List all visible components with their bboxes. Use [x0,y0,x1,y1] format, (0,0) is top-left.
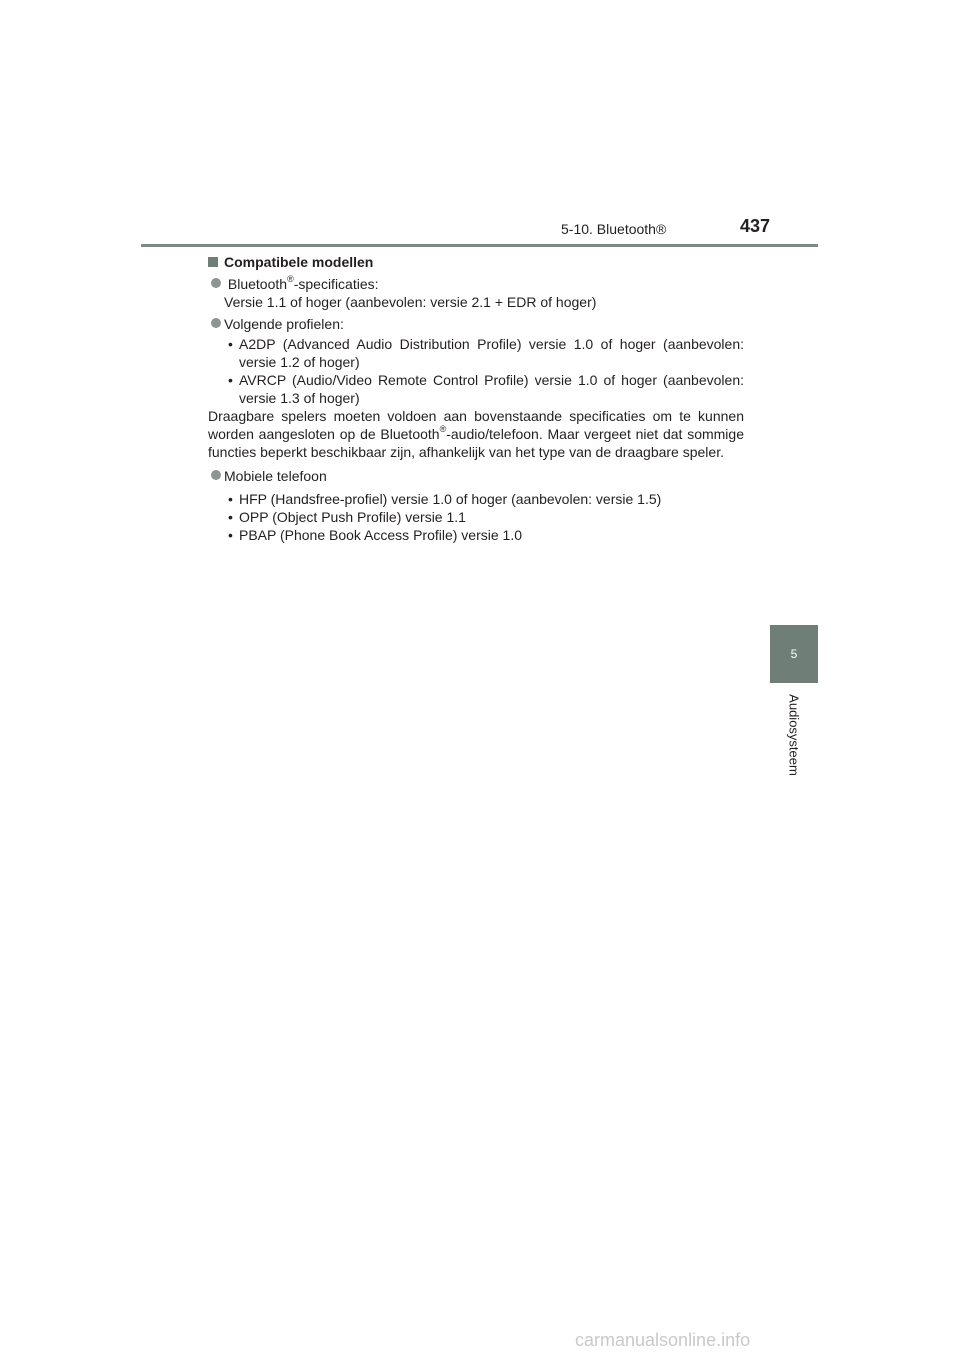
dot-icon: • [228,372,233,388]
header-rule [141,244,818,247]
chapter-tab [770,625,818,683]
dot-icon: • [228,491,233,507]
registered-mark: ® [287,274,294,285]
sub-list-item [208,371,744,407]
chapter-label: Audiosysteem [786,694,802,776]
section-heading-text: Compatibele modellen [224,254,374,270]
sub-list-item-text: A2DP (Advanced Audio Distribution Profile) versie 1.0 of hoger (aanbevolen: versie 1.2 of hoger) [239,336,744,370]
sub-list-item-text: PBAP (Phone Book Access Profile) versie 1.0 [239,527,522,543]
header-section-title: 5-10. Bluetooth® [561,221,667,237]
paragraph-text: Draagbare spelers moeten voldoen aan bovenstaande specificaties om te kunnen worden aangesloten op de Bluetooth [208,408,744,442]
dot-icon: • [228,336,233,352]
paragraph-text: -audio/telefoon. Maar vergeet niet dat sommige functies beperkt beschikbaar zijn, afhankelijk van het type van de draagbare speler. [208,426,744,460]
page-number: 437 [740,216,771,236]
square-bullet-icon [208,257,218,267]
dot-icon: • [228,527,233,543]
profile-sub-list [208,335,744,407]
list-item-profiles [208,315,744,407]
phone-sub-list [208,490,744,544]
circle-bullet-icon [211,470,221,480]
sub-list-item-text: OPP (Object Push Profile) versie 1.1 [239,509,466,525]
sub-list-item [208,508,744,526]
sub-list-item [208,526,744,544]
sub-list-item [208,335,744,371]
list-item-detail: Versie 1.1 of hoger (aanbevolen: versie 2.1 + EDR of hoger) [224,294,597,310]
circle-bullet-icon [211,278,221,288]
page-content [208,253,744,548]
list-item-text: Bluetooth [227,276,288,292]
section-heading [208,253,744,271]
list-item-text: Mobiele telefoon [224,468,327,484]
sub-list-item-text: AVRCP (Audio/Video Remote Control Profile) versie 1.0 of hoger (aanbevolen: versie 1.3 of hoger) [239,372,744,406]
list-item-line [224,275,744,293]
list-item-text: Volgende profielen: [224,316,344,332]
body-paragraph [208,407,744,461]
registered-mark: ® [439,424,447,435]
circle-bullet-icon [211,318,221,328]
list-item-text: -specificaties: [293,276,379,292]
sub-list-item [208,490,744,508]
watermark: carmanualsonline.info [575,1330,751,1350]
chapter-number: 5 [790,647,798,661]
list-item-bluetooth-specs [208,275,744,311]
sub-list-item-text: HFP (Handsfree-profiel) versie 1.0 of hoger (aanbevolen: versie 1.5) [239,491,662,507]
list-item-mobile-phone [208,467,744,544]
dot-icon: • [228,509,233,525]
